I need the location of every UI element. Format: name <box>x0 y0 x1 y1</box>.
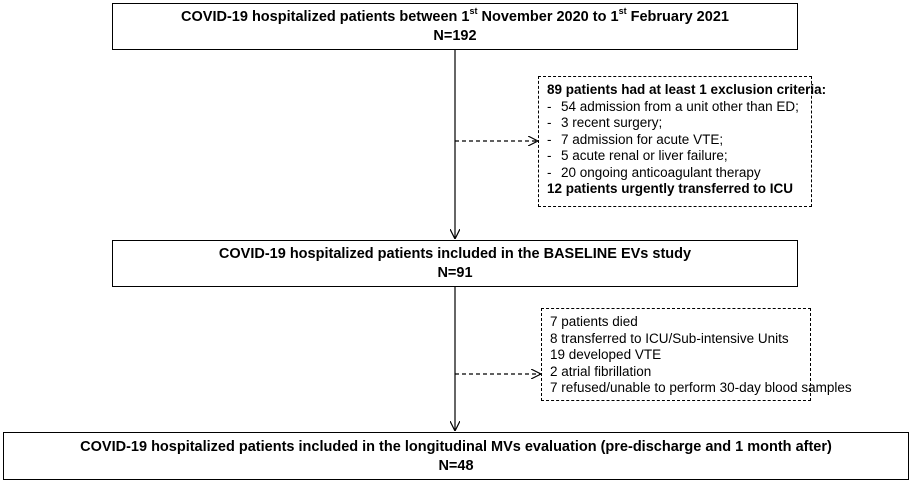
baseline-box <box>112 240 798 287</box>
exclusion-item: - 3 recent surgery; <box>547 115 663 130</box>
dropout-item: 8 transferred to ICU/Sub-intensive Units <box>550 330 789 346</box>
exclusion-item: - 54 admission from a unit other than ED; <box>547 98 799 114</box>
exclusion-header: 89 patients had at least 1 exclusion criteria: <box>547 82 827 97</box>
longitudinal-count: N=48 <box>438 458 474 474</box>
longitudinal-box <box>3 432 909 480</box>
longitudinal-title: COVID-19 hospitalized patients included in the longitudinal MVs evaluation (pre-discharge and 1 month after) <box>80 439 832 455</box>
dropout-item: 7 patients died <box>550 314 638 329</box>
baseline-title: COVID-19 hospitalized patients included in the BASELINE EVs study <box>218 246 692 262</box>
enrollment-box <box>112 3 798 50</box>
exclusion-footer: 12 patients urgently transferred to ICU <box>547 181 794 196</box>
exclusion-item: - 7 admission for acute VTE; <box>547 131 724 147</box>
dropouts-box <box>541 308 852 401</box>
exclusion-item: - 5 acute renal or liver failure; <box>547 148 728 163</box>
baseline-count: N=91 <box>437 265 473 281</box>
enrollment-count: N=192 <box>433 28 477 44</box>
exclusion-criteria-box <box>538 76 827 207</box>
enrollment-title: COVID-19 hospitalized patients between 1st November 2020 to 1st February 2021 <box>181 6 729 25</box>
dropout-item: 7 refused/unable to perform 30-day blood samples <box>550 380 852 395</box>
exclusion-item: - 20 ongoing anticoagulant therapy <box>547 164 761 180</box>
dropout-item: 19 developed VTE <box>550 347 662 362</box>
dropout-item: 2 atrial fibrillation <box>550 363 652 379</box>
